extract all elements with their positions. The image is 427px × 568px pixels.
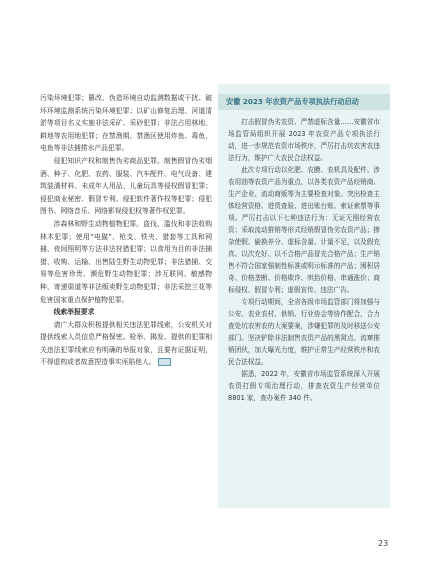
sidebar-title-bar [218, 94, 390, 110]
left-paragraph: 涉森林和野生动物植物犯罪。盗伐、滥伐和非法收购林木犯罪；使用“电猫”、枪支、铁夹、猎套等工具和网捕、夜间照明等方法非法狩猎犯罪；以食用为目的非法捕猎、收购、运输、出售陆生野生动物犯罪；非法猎捕、交易等危害珍贵、濒危野生动物犯罪；涉互联网、敏感物种、寄递渠道等非法贩卖野生动物犯罪；非法采挖兰花等危害国家重点保护植物犯罪。 [40, 219, 212, 304]
left-paragraph-wrapper [40, 319, 212, 369]
left-paragraph: 请广大群众积极提供相关违法犯罪线索，公安机关对提供线索人员信息严格保密。检举、揭发、提供的犯罪相关违法犯罪线索应有明确的举报对象，且要有证据证明，不得虚构或者故意捏造事实诬陷他人。 [40, 320, 212, 367]
sidebar-paragraph: 打击假冒伪劣农资、严禁虚标含量……安徽省市场监管局组织开展 2023 年农资产品专项执法行动，进一步规范农资市场秩序，严厉打击坑农害农违法行为，维护广大农民合法权益。 [228, 118, 380, 162]
sidebar-paragraph: 据悉，2022 年，安徽省市场监管系统深入开展农资打假专项治理行动，排查农资生产经营单位 8801 家，查办案件 340 件。 [228, 370, 380, 402]
news-sidebar-box [218, 84, 390, 508]
sidebar-title: 安徽 2023 年农资产品专项执法行动启动 [226, 97, 359, 106]
sidebar-paragraph: 此次专项行动以化肥、农膜、农机具及配件、涉农用油等农资产品为重点，以各类农资产品经销商、生产企业、流动商贩等为主要检查对象。突出检查主体经营资格、进货查验、进出账台账、索证索票等事项。严厉打击以下七种违法行为：无证无照经营农资；采取流动推销等形式经销假冒伪劣农资产品；掺杂使假、偷换养分、虚标含量、计量不足，以及假充真、以次充好、以不合格产品冒充合格产品；生产销售不符合国家强制性标准或明示标准的产品；囤积居奇、价格垄断、价格欺诈、哄抬价格、串通涨价；商标侵权、假冒专利；虚假宣传、违法广告。 [228, 166, 380, 294]
page-number: 23 [378, 539, 389, 548]
left-paragraph: 污染环境犯罪；篡改、伪造环境自动监测数据或干扰、破坏环境监测系统污染环境犯罪；以矿山修复治理、河道清淤等项目名义实施非法采矿、采砂犯罪；非法占用林地、耕地等农用地犯罪；在禁渔期、禁渔区使用炸鱼、毒鱼、电鱼等非法捕捞水产品犯罪。 [40, 94, 212, 153]
section-subheading: 线索举报要求 [53, 308, 95, 317]
sidebar-body [228, 116, 380, 404]
left-article-column [40, 92, 212, 369]
left-paragraph: 侵犯知识产权和制售伪劣商品犯罪。制售假冒伪劣烟酒、种子、化肥、农药、服装、汽车配件、电气设备、建筑装潢材料、未成年人用品、儿童玩具等侵权假冒犯罪；侵犯商业秘密、假冒专利、侵犯软件著作权等犯罪；侵犯图书、网络音乐、网络影视侵犯权等著作权犯罪。 [40, 156, 212, 216]
sidebar-paragraph: 专项行动期间，全省各级市场监管部门将加强与公安、农业农村、供销、行业协会等协作配合，合力查处坑农害农的大案要案，涉嫌犯罪的及时移送公安部门。坚决铲除非法制售农资产品的黑窝点、流窜推销团伙，加大曝光力度，维护正常生产经营秩序和农民合法权益。 [228, 298, 380, 366]
end-mark-icon [158, 358, 171, 366]
